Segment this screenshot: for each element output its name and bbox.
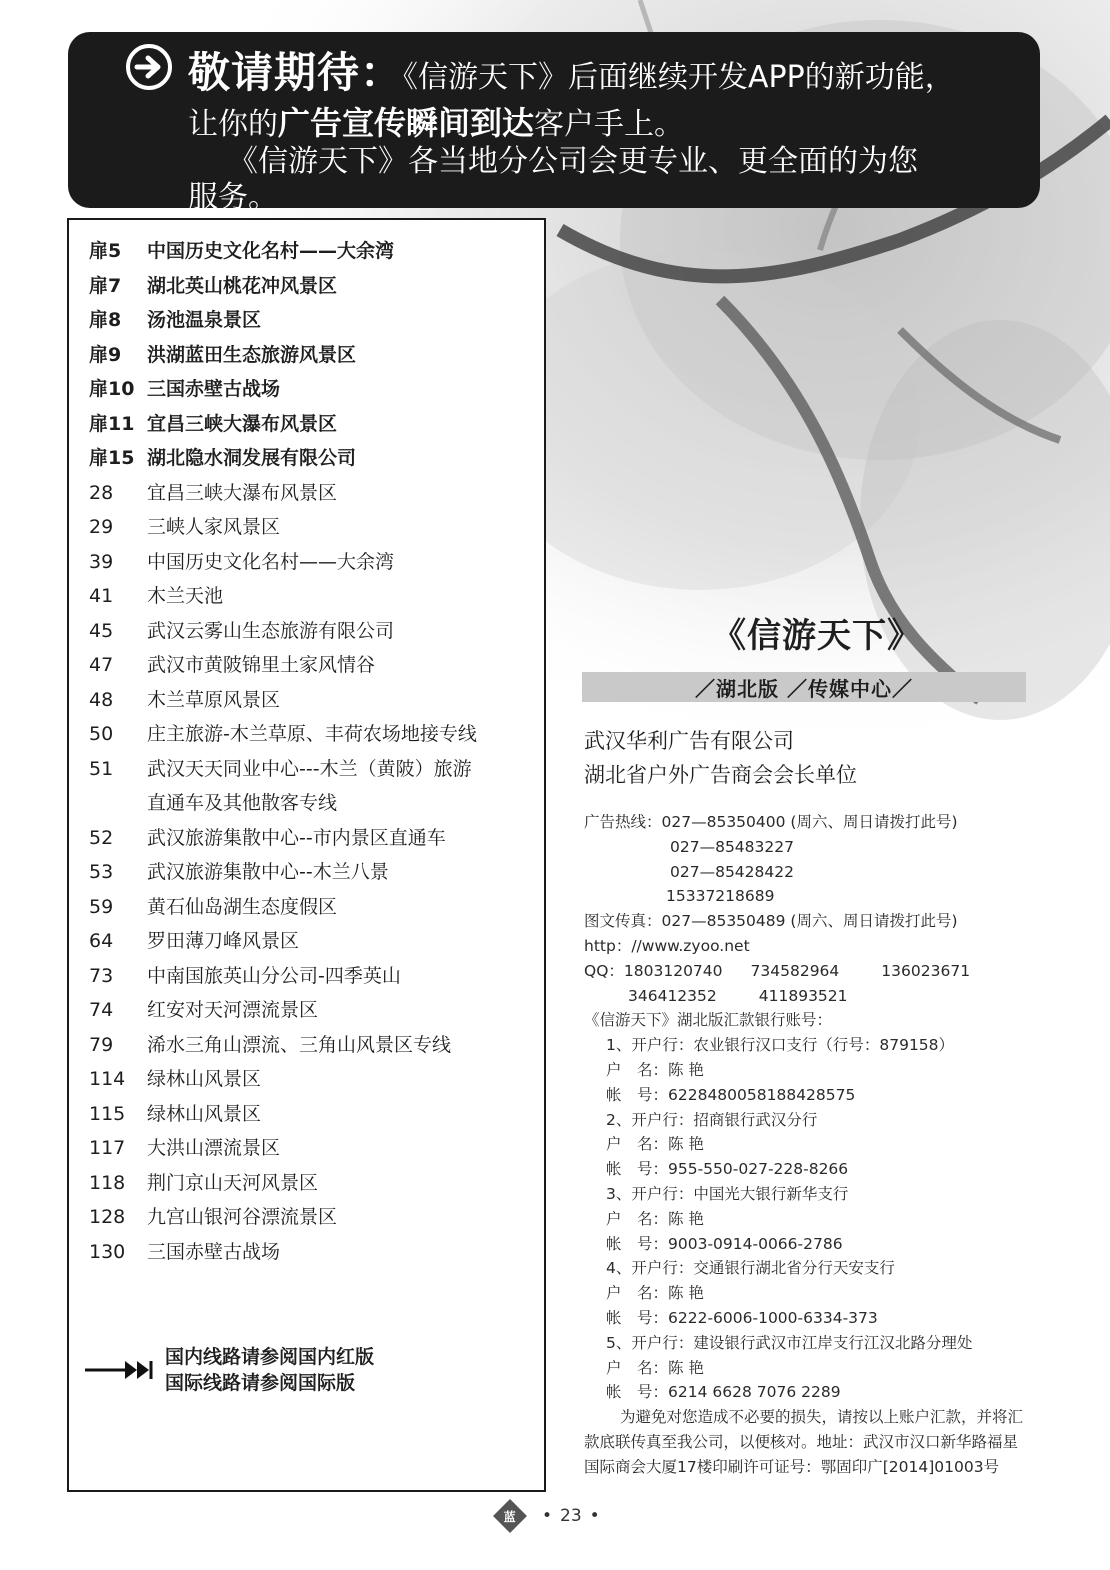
bank-list xyxy=(584,1033,1028,1405)
index-page-number: 扉8 xyxy=(89,309,122,331)
bank-heading: 《信游天下》湖北版汇款银行账号： xyxy=(584,1011,833,1030)
contact-block xyxy=(584,810,1028,1480)
banner-line-2-post: 客户手上。 xyxy=(534,107,685,142)
hotline-4: 15337218689 xyxy=(666,887,775,906)
index-title: 黄石仙岛湖生态度假区 xyxy=(147,895,338,918)
index-entry xyxy=(89,1028,477,1063)
qq-4: 346412352 xyxy=(628,986,717,1005)
bank-account-holder: 户 名：陈 艳 xyxy=(606,1209,704,1228)
remittance-note: 为避免对您造成不必要的损失，请按以上账户汇款，并将汇款底联传真至我公司，以便核对。地址：武汉市汉口新华路福星国际商会大厦17楼印刷许可证号：鄂固印广[2014]01003号 xyxy=(584,1408,1024,1476)
index-page-number: 64 xyxy=(89,930,114,952)
index-entry xyxy=(89,648,477,683)
index-title: 武汉天天同业中心---木兰（黄陂）旅游 xyxy=(147,757,472,780)
index-entry xyxy=(89,1062,477,1097)
index-entry xyxy=(89,1235,477,1270)
index-title: 武汉云雾山生态旅游有限公司 xyxy=(147,619,395,642)
company-block xyxy=(584,724,857,792)
index-title: 木兰天池 xyxy=(147,585,224,607)
index-entry xyxy=(89,579,477,614)
banner-line-4: 服务。 xyxy=(188,180,278,215)
index-title: 中国历史文化名村——大余湾 xyxy=(147,240,395,262)
index-title: 中国历史文化名村——大余湾 xyxy=(147,550,395,573)
page-number-value: 23 xyxy=(560,1506,582,1526)
company-role: 湖北省户外广告商会会长单位 xyxy=(584,763,857,787)
index-title: 三国赤壁古战场 xyxy=(147,378,281,400)
route-footnote xyxy=(85,1344,374,1396)
page-badge-text: 蓝 xyxy=(503,1509,517,1524)
qq-1: 1803120740 xyxy=(623,961,723,980)
bank-account-holder: 户 名：陈 艳 xyxy=(606,1284,704,1303)
index-entry xyxy=(89,752,477,787)
hotline-2: 027—85483227 xyxy=(670,837,794,856)
bank-branch: 1、开户行：农业银行汉口支行（行号：879158） xyxy=(606,1036,955,1055)
fax-label: 图文传真： xyxy=(584,912,662,931)
footnote-international: 国际线路请参阅国际版 xyxy=(165,1372,356,1394)
index-page-number: 73 xyxy=(89,964,114,987)
index-page-number: 117 xyxy=(89,1137,126,1159)
index-title: 三国赤壁古战场 xyxy=(147,1240,281,1263)
banner-line-1 xyxy=(188,40,955,100)
promo-banner xyxy=(68,32,1040,215)
index-page-number: 50 xyxy=(89,723,114,745)
index-title: 三峡人家风景区 xyxy=(147,516,281,538)
banner-line-2-pre: 让你的 xyxy=(188,107,278,142)
index-entry xyxy=(89,303,477,338)
bank-account-holder: 户 名：陈 艳 xyxy=(606,1358,704,1377)
footnote-domestic: 国内线路请参阅国内红版 xyxy=(165,1346,375,1368)
banner-headline: 敬请期待： xyxy=(188,48,404,97)
index-title: 武汉旅游集散中心--木兰八景 xyxy=(147,861,389,883)
index-entry xyxy=(89,855,477,890)
double-arrow-icon xyxy=(85,1359,153,1381)
hotline-3: 027—85428422 xyxy=(670,862,794,881)
index-entry xyxy=(89,717,477,752)
bank-branch: 3、开户行：中国光大银行新华支行 xyxy=(606,1184,849,1203)
index-page-number: 扉9 xyxy=(89,343,122,366)
index-entry xyxy=(89,786,477,821)
index-page-number: 39 xyxy=(89,550,114,573)
banner-line-2-emphasis: 广告宣传瞬间到达 xyxy=(278,104,535,142)
index-page-number: 45 xyxy=(89,619,114,642)
index-entry xyxy=(89,890,477,925)
index-title: 荆门京山天河风景区 xyxy=(147,1171,319,1194)
qq-label: QQ： xyxy=(584,961,624,980)
index-entry xyxy=(89,510,477,545)
index-page-number: 28 xyxy=(89,481,114,504)
hotline-1: 027—85350400 (周六、周日请拨打此号) xyxy=(661,813,958,831)
website-link[interactable]: http：//www.zyoo.net xyxy=(584,936,750,955)
index-entry xyxy=(89,407,477,442)
index-list xyxy=(89,234,477,1269)
index-entry xyxy=(89,372,477,407)
index-page-number: 48 xyxy=(89,688,114,711)
qq-3: 136023671 xyxy=(881,961,971,980)
bank-account-number: 帐 号：9003-0914-0066-2786 xyxy=(606,1234,843,1253)
bank-branch: 4、开户行：交通银行湖北省分行天安支行 xyxy=(606,1259,895,1278)
index-page-number: 41 xyxy=(89,585,114,607)
index-page-number: 74 xyxy=(89,999,114,1021)
index-title: 湖北英山桃花冲风景区 xyxy=(147,274,338,297)
index-title: 大洪山漂流景区 xyxy=(147,1137,281,1159)
index-page-number: 114 xyxy=(89,1068,126,1090)
index-entry xyxy=(89,338,477,373)
index-title: 汤池温泉景区 xyxy=(147,309,262,331)
company-name: 武汉华利广告有限公司 xyxy=(584,729,794,753)
index-title: 直通车及其他散客专线 xyxy=(147,792,338,814)
index-title: 红安对天河漂流景区 xyxy=(147,999,319,1021)
index-page-number: 29 xyxy=(89,516,114,538)
bank-account-number: 帐 号：6228480058188428575 xyxy=(606,1085,856,1104)
index-box xyxy=(67,218,546,1492)
index-page-number: 扉10 xyxy=(89,378,135,400)
index-page-number: 51 xyxy=(89,757,114,780)
index-page-number: 128 xyxy=(89,1206,126,1228)
fax-number: 027—85350489 (周六、周日请拨打此号) xyxy=(661,912,958,931)
banner-line-3: 《信游天下》各当地分公司会更专业、更全面的为您 xyxy=(228,144,918,179)
index-title: 宜昌三峡大瀑布风景区 xyxy=(147,412,338,435)
index-entry xyxy=(89,959,477,994)
index-entry xyxy=(89,1200,477,1235)
index-entry xyxy=(89,614,477,649)
hotline-label: 广告热线： xyxy=(584,813,662,831)
arrow-circle-icon xyxy=(124,42,174,92)
magazine-title: 《信游天下》 xyxy=(712,616,922,656)
index-entry xyxy=(89,683,477,718)
index-entry xyxy=(89,476,477,511)
index-entry xyxy=(89,441,477,476)
banner-line-1-text: 《信游天下》后面继续开发APP的新功能， xyxy=(403,60,955,95)
index-page-number: 扉5 xyxy=(89,240,122,262)
index-title: 浠水三角山漂流、三角山风景区专线 xyxy=(147,1033,452,1056)
index-title: 洪湖蓝田生态旅游风景区 xyxy=(147,343,357,366)
index-entry xyxy=(89,234,477,269)
index-entry xyxy=(89,1131,477,1166)
index-entry xyxy=(89,1166,477,1201)
bank-account-number: 帐 号：6214 6628 7076 2289 xyxy=(606,1383,841,1402)
index-title: 九宫山银河谷漂流景区 xyxy=(147,1206,338,1228)
bank-account-holder: 户 名：陈 艳 xyxy=(606,1060,704,1079)
index-title: 武汉市黄陂锦里土家风情谷 xyxy=(147,654,376,676)
index-title: 湖北隐水洞发展有限公司 xyxy=(147,447,357,469)
index-page-number: 扉11 xyxy=(89,412,135,435)
index-page-number: 118 xyxy=(89,1171,126,1194)
index-title: 木兰草原风景区 xyxy=(147,688,281,711)
index-title: 罗田薄刀峰风景区 xyxy=(147,930,300,952)
index-entry xyxy=(89,821,477,856)
bank-account-number: 帐 号：6222-6006-1000-6334-373 xyxy=(606,1308,878,1327)
bank-branch: 5、开户行：建设银行武汉市江岸支行江汉北路分理处 xyxy=(606,1333,973,1352)
index-entry xyxy=(89,993,477,1028)
bank-account-number: 帐 号：955-550-027-228-8266 xyxy=(606,1160,849,1179)
index-page-number: 79 xyxy=(89,1033,114,1056)
index-page-number: 扉7 xyxy=(89,274,122,297)
index-entry xyxy=(89,545,477,580)
index-page-number: 59 xyxy=(89,895,114,918)
index-title: 中南国旅英山分公司-四季英山 xyxy=(147,964,401,987)
qq-5: 411893521 xyxy=(758,986,848,1005)
page-badge-icon xyxy=(493,1499,527,1533)
index-page-number: 53 xyxy=(89,861,114,883)
qq-2: 734582964 xyxy=(750,961,840,980)
page-number: 蓝 • 23 • xyxy=(498,1504,608,1528)
index-page-number: 115 xyxy=(89,1102,126,1125)
bank-account-holder: 户 名：陈 艳 xyxy=(606,1135,704,1154)
index-entry xyxy=(89,924,477,959)
bank-branch: 2、开户行：招商银行武汉分行 xyxy=(606,1110,818,1129)
index-entry xyxy=(89,269,477,304)
index-entry xyxy=(89,1097,477,1132)
index-page-number: 52 xyxy=(89,826,114,849)
index-page-number: 130 xyxy=(89,1240,126,1263)
index-title: 武汉旅游集散中心--市内景区直通车 xyxy=(147,826,446,849)
index-page-number: 扉15 xyxy=(89,447,135,469)
index-page-number: 47 xyxy=(89,654,114,676)
index-title: 宜昌三峡大瀑布风景区 xyxy=(147,481,338,504)
index-title: 庄主旅游-木兰草原、丰荷农场地接专线 xyxy=(147,723,477,745)
index-title: 绿林山风景区 xyxy=(147,1102,262,1125)
index-title: 绿林山风景区 xyxy=(147,1068,262,1090)
edition-bar: ／湖北版 ／传媒中心／ xyxy=(582,672,1026,702)
